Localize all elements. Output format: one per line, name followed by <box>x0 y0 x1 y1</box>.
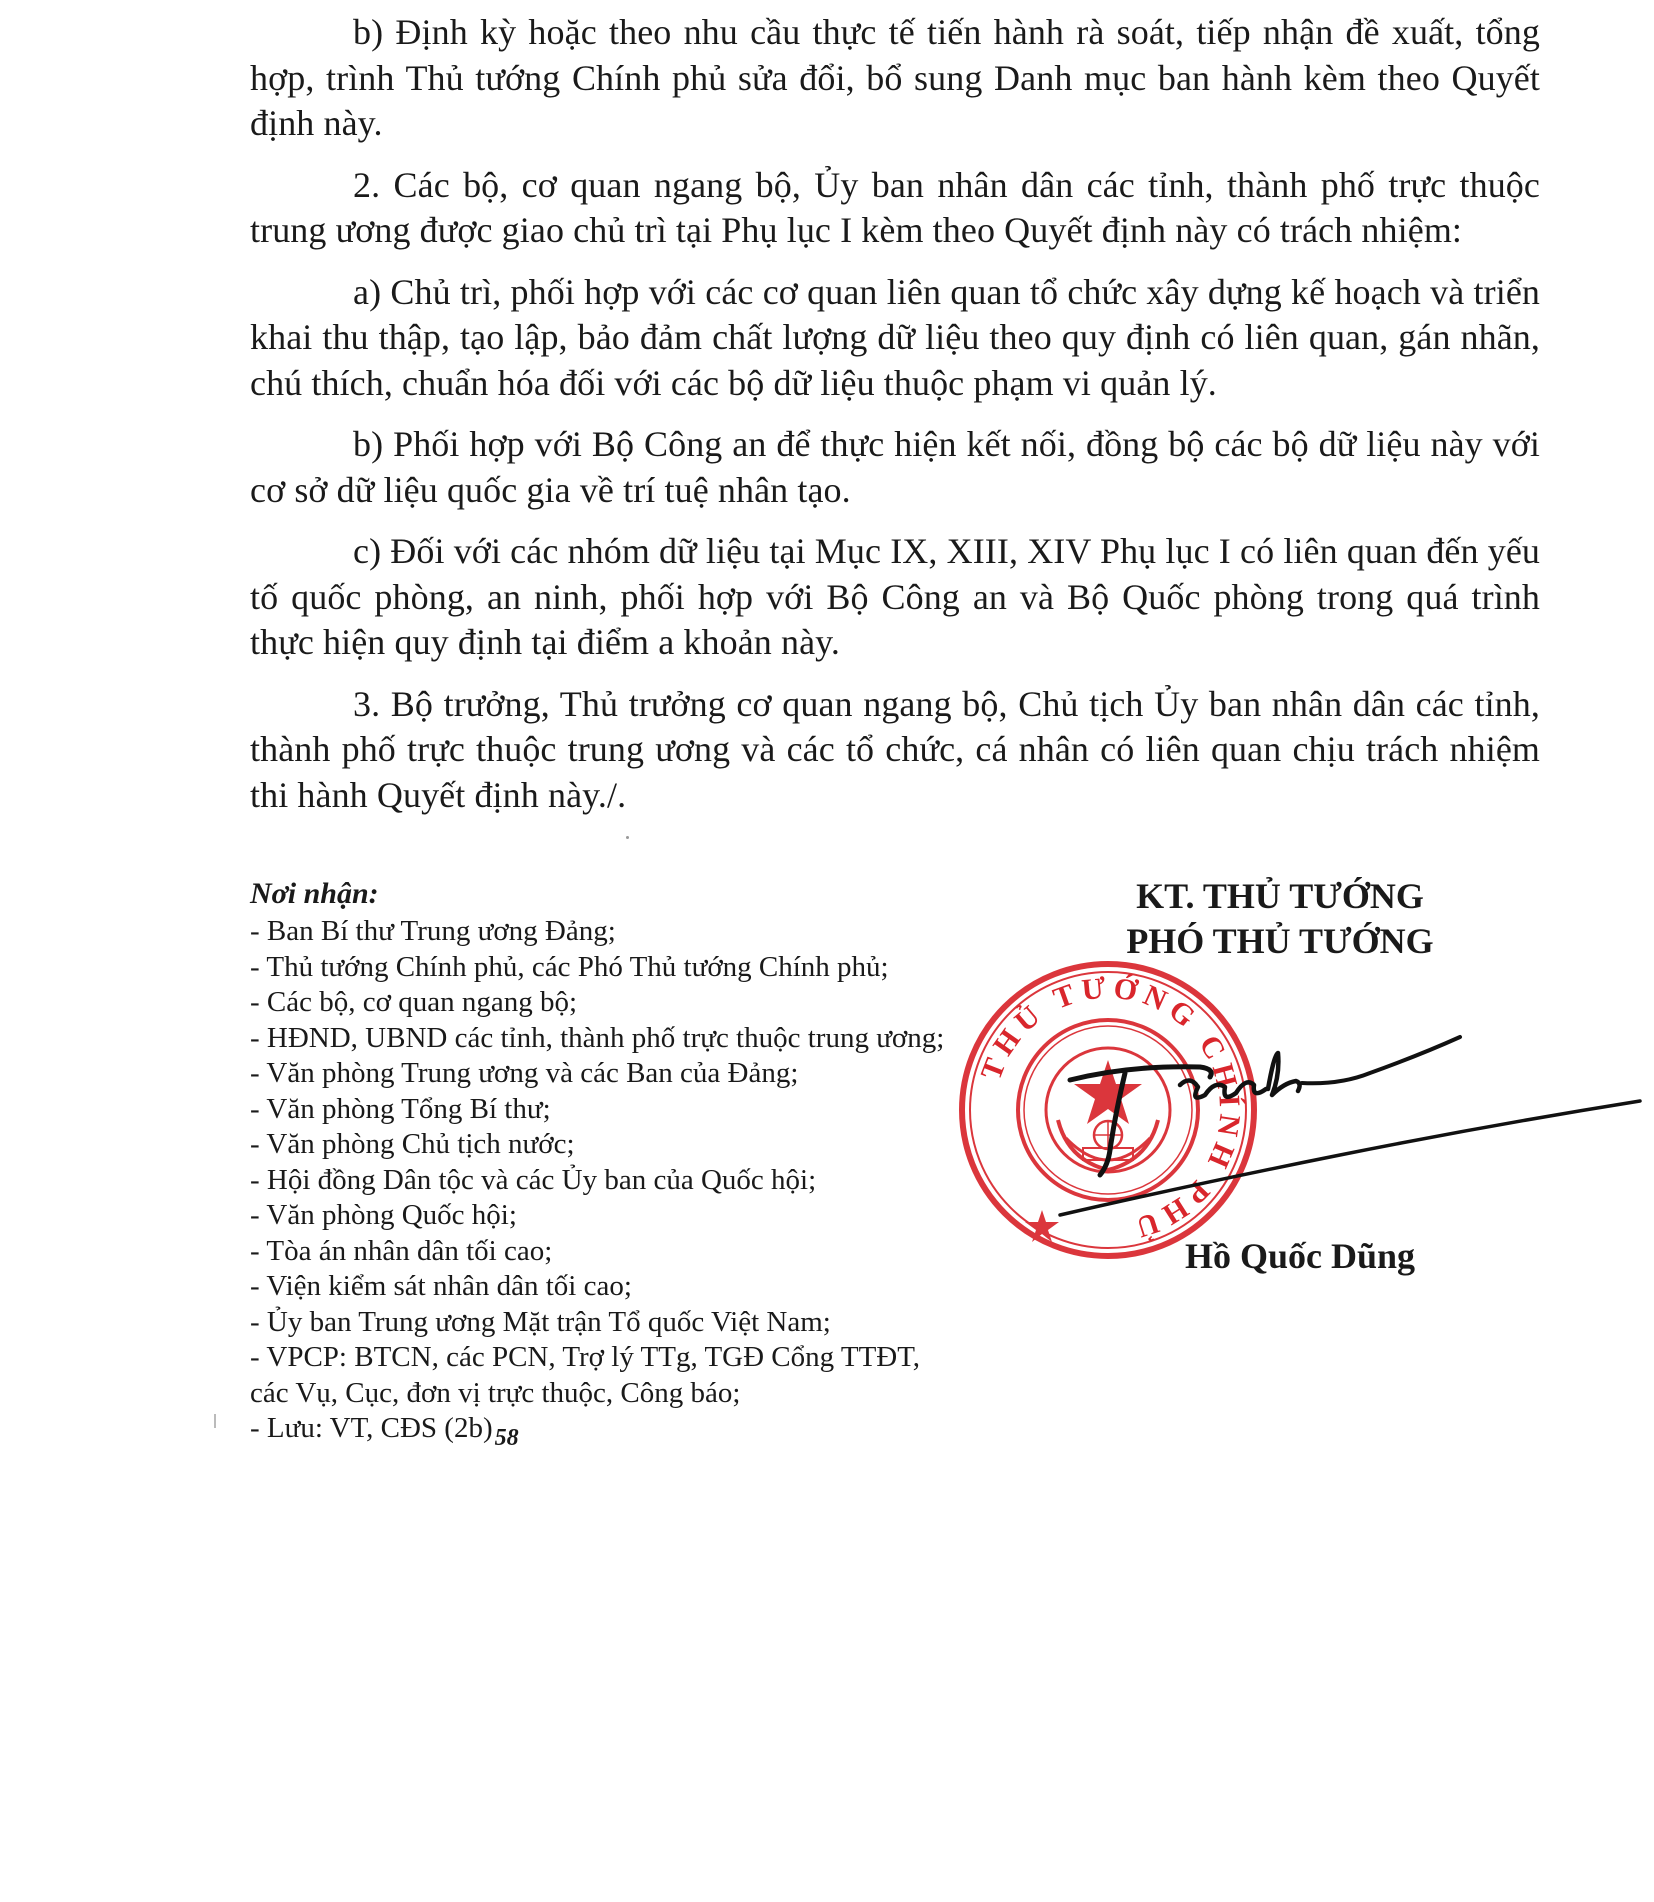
recipient-item: - Thủ tướng Chính phủ, các Phó Thủ tướng Chính phủ; <box>250 950 889 983</box>
recipients-title: Nơi nhận: <box>250 877 379 910</box>
signer-title-line2: PHÓ THỦ TƯỚNG <box>1126 921 1434 961</box>
signer-title-line1: KT. THỦ TƯỚNG <box>1136 876 1424 916</box>
recipient-item-last <box>250 1411 1010 1457</box>
recipients-list <box>250 914 1010 1457</box>
scan-speck <box>626 836 629 839</box>
recipient-item: - Văn phòng Tổng Bí thư; <box>250 1092 551 1125</box>
recipients-block <box>250 876 1010 1457</box>
recipient-item: - Ban Bí thư Trung ương Đảng; <box>250 915 616 947</box>
recipient-item: - VPCP: BTCN, các PCN, Trợ lý TTg, TGĐ Cổng TTĐT, các Vụ, Cục, đơn vị trực thuộc, Công báo; <box>250 1341 921 1409</box>
seal-text-path: THỦ TƯỚNG CHÍNH PHỦ <box>974 971 1247 1246</box>
paragraph-2: 2. Các bộ, cơ quan ngang bộ, Ủy ban nhân dân các tỉnh, thành phố trực thuộc trung ương được giao chủ trì tại Phụ lục I kèm theo Quyết định này có trách nhiệm: <box>250 164 1540 250</box>
paragraph-2a: a) Chủ trì, phối hợp với các cơ quan liên quan tổ chức xây dựng kế hoạch và triển khai thu thập, tạo lập, bảo đảm chất lượng dữ liệu theo quy định có liên quan, gán nhãn, chú thích, chuẩn hóa đối với các bộ dữ liệu thuộc phạm vi quản lý. <box>250 271 1540 403</box>
recipient-item: - Ủy ban Trung ương Mặt trận Tổ quốc Việt Nam; <box>250 1305 831 1338</box>
recipient-item: - Các bộ, cơ quan ngang bộ; <box>250 986 578 1018</box>
recipient-item-text: - Lưu: VT, CĐS (2b) <box>250 1412 493 1444</box>
signer-name: Hồ Quốc Dũng <box>1184 1236 1416 1276</box>
recipient-item: - Hội đồng Dân tộc và các Ủy ban của Quốc hội; <box>250 1163 817 1196</box>
recipient-item: - Văn phòng Quốc hội; <box>250 1199 517 1231</box>
scan-mark <box>214 1414 216 1428</box>
copy-count-annotation: 58 <box>494 1425 519 1451</box>
recipient-item: - Văn phòng Trung ương và các Ban của Đảng; <box>250 1057 799 1089</box>
handwritten-signature <box>1040 1025 1654 1225</box>
recipient-item: - Tòa án nhân dân tối cao; <box>250 1234 553 1267</box>
recipient-item: - HĐND, UBND các tỉnh, thành phố trực thuộc trung ương; <box>250 1021 945 1054</box>
recipient-item: - Viện kiểm sát nhân dân tối cao; <box>250 1270 632 1302</box>
paragraph-2c: c) Đối với các nhóm dữ liệu tại Mục IX, XIII, XIV Phụ lục I có liên quan đến yếu tố quốc phòng, an ninh, phối hợp với Bộ Công an và Bộ Quốc phòng trong quá trình thực hiện quy định tại điểm a khoản này. <box>250 531 1540 662</box>
recipient-item: - Văn phòng Chủ tịch nước; <box>250 1128 575 1160</box>
paragraph-3: 3. Bộ trưởng, Thủ trưởng cơ quan ngang bộ, Chủ tịch Ủy ban nhân dân các tỉnh, thành phố trực thuộc trung ương và các tổ chức, cá nhân có liên quan chịu trách nhiệm thi hành Quyết định này./. <box>250 683 1540 815</box>
signature-block <box>1040 874 1520 964</box>
document-body <box>250 10 1540 834</box>
paragraph-1b: b) Định kỳ hoặc theo nhu cầu thực tế tiến hành rà soát, tiếp nhận đề xuất, tổng hợp, trình Thủ tướng Chính phủ sửa đổi, bổ sung Danh mục ban hành kèm theo Quyết định này. <box>250 12 1540 143</box>
paragraph-2b: b) Phối hợp với Bộ Công an để thực hiện kết nối, đồng bộ các bộ dữ liệu này với cơ sở dữ liệu quốc gia về trí tuệ nhân tạo. <box>250 424 1540 510</box>
